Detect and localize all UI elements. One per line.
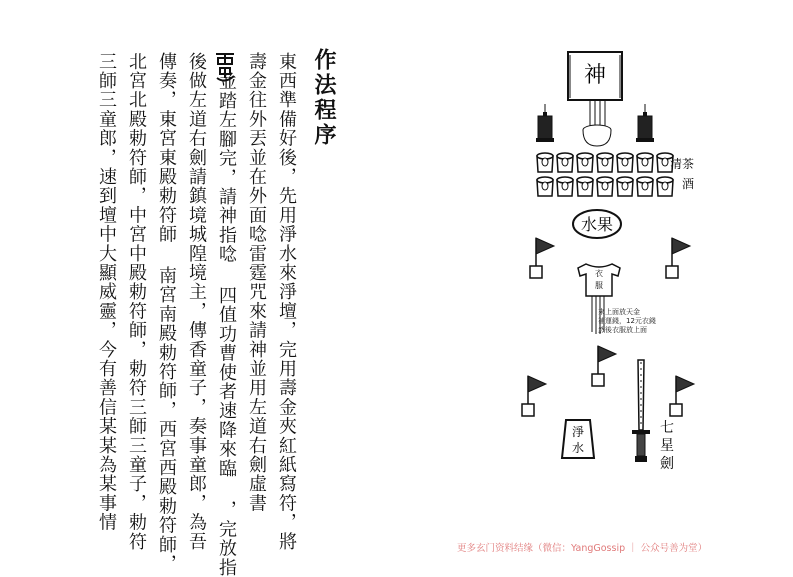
- holy-water-label-2: 水: [571, 441, 585, 455]
- wine-cup: [577, 177, 593, 196]
- wine-label: 酒: [682, 177, 695, 191]
- note-line-2: 補運錢，12元衣錢: [598, 317, 656, 325]
- wine-cup: [557, 177, 573, 196]
- incense-burner-icon: [583, 125, 611, 146]
- tea-cup: [597, 153, 613, 172]
- fruit-plate: [573, 210, 621, 238]
- tea-cups-row: [537, 153, 673, 172]
- wine-cup: [617, 177, 633, 196]
- offering-note: [598, 308, 718, 335]
- wine-cup: [657, 177, 673, 196]
- wine-cups-row: [537, 177, 673, 196]
- text-column-3: 並踏左腳完，請神指唸 四值功曹使者速降來臨 ，完放指: [216, 72, 237, 577]
- deity-tablet: [568, 52, 622, 100]
- tea-cup: [617, 153, 633, 172]
- holy-water-label-1: 淨: [571, 425, 585, 439]
- text-column-1: 東西準備好後，先用淨水來淨壇，完用壽金夾紅紙寫符，將: [276, 52, 297, 552]
- flag-icon: [530, 238, 554, 278]
- tea-cup: [557, 153, 573, 172]
- footer-text: 更多玄门资料结缘（微信：YangGossip ｜ 公众号善为堂）: [457, 543, 708, 554]
- seven-star-sword-icon: [632, 360, 650, 462]
- tea-label: 清茶: [670, 157, 695, 171]
- clothes-label-2: 服: [595, 281, 603, 290]
- tea-cup: [577, 153, 593, 172]
- sword-label-3: 劍: [660, 456, 674, 472]
- flag-icon: [522, 376, 546, 416]
- fruit-label: 水果: [580, 215, 614, 234]
- text-column-5: 傳奏，東宮東殿勅符師 南宮南殿勅符師，西宮西殿勅符師，: [156, 52, 177, 574]
- clothes-label-1: 衣: [595, 269, 603, 278]
- text-column-2: 壽金往外丟並在外面唸雷霆咒來請神並用左道右劍虛書: [246, 52, 267, 513]
- incense-sticks-icon: [590, 100, 605, 126]
- tea-cup: [537, 153, 553, 172]
- candle-left-icon: [536, 104, 554, 142]
- sword-label-2: 星: [660, 438, 674, 454]
- sword-label-1: 七: [660, 420, 674, 436]
- flag-icon: [666, 238, 690, 278]
- candle-right-icon: [636, 104, 654, 142]
- holy-water-icon: [562, 420, 594, 458]
- text-column-4: 後做左道右劍請鎮境城隍境主，傳香童子，奏事童郎，為吾: [186, 52, 207, 552]
- wine-cup: [537, 177, 553, 196]
- flag-icon: [670, 376, 694, 416]
- wine-cup: [637, 177, 653, 196]
- deity-tablet-label: 神: [583, 63, 607, 88]
- flag-icon: [592, 346, 616, 386]
- text-column-6: 北宮北殿勅符師，中宮中殿勅符師，勅符三師三童子，勅符: [126, 52, 147, 552]
- wine-cup: [597, 177, 613, 196]
- tea-cup: [637, 153, 653, 172]
- note-line-1: 來上面放天金: [598, 308, 640, 316]
- note-line-3: 然後衣服放上面: [598, 326, 647, 334]
- text-column-7: 三師三童郎，速到壇中大顯威靈，今有善信某某為某事情: [96, 52, 117, 532]
- section-title: 作法程序: [311, 48, 337, 148]
